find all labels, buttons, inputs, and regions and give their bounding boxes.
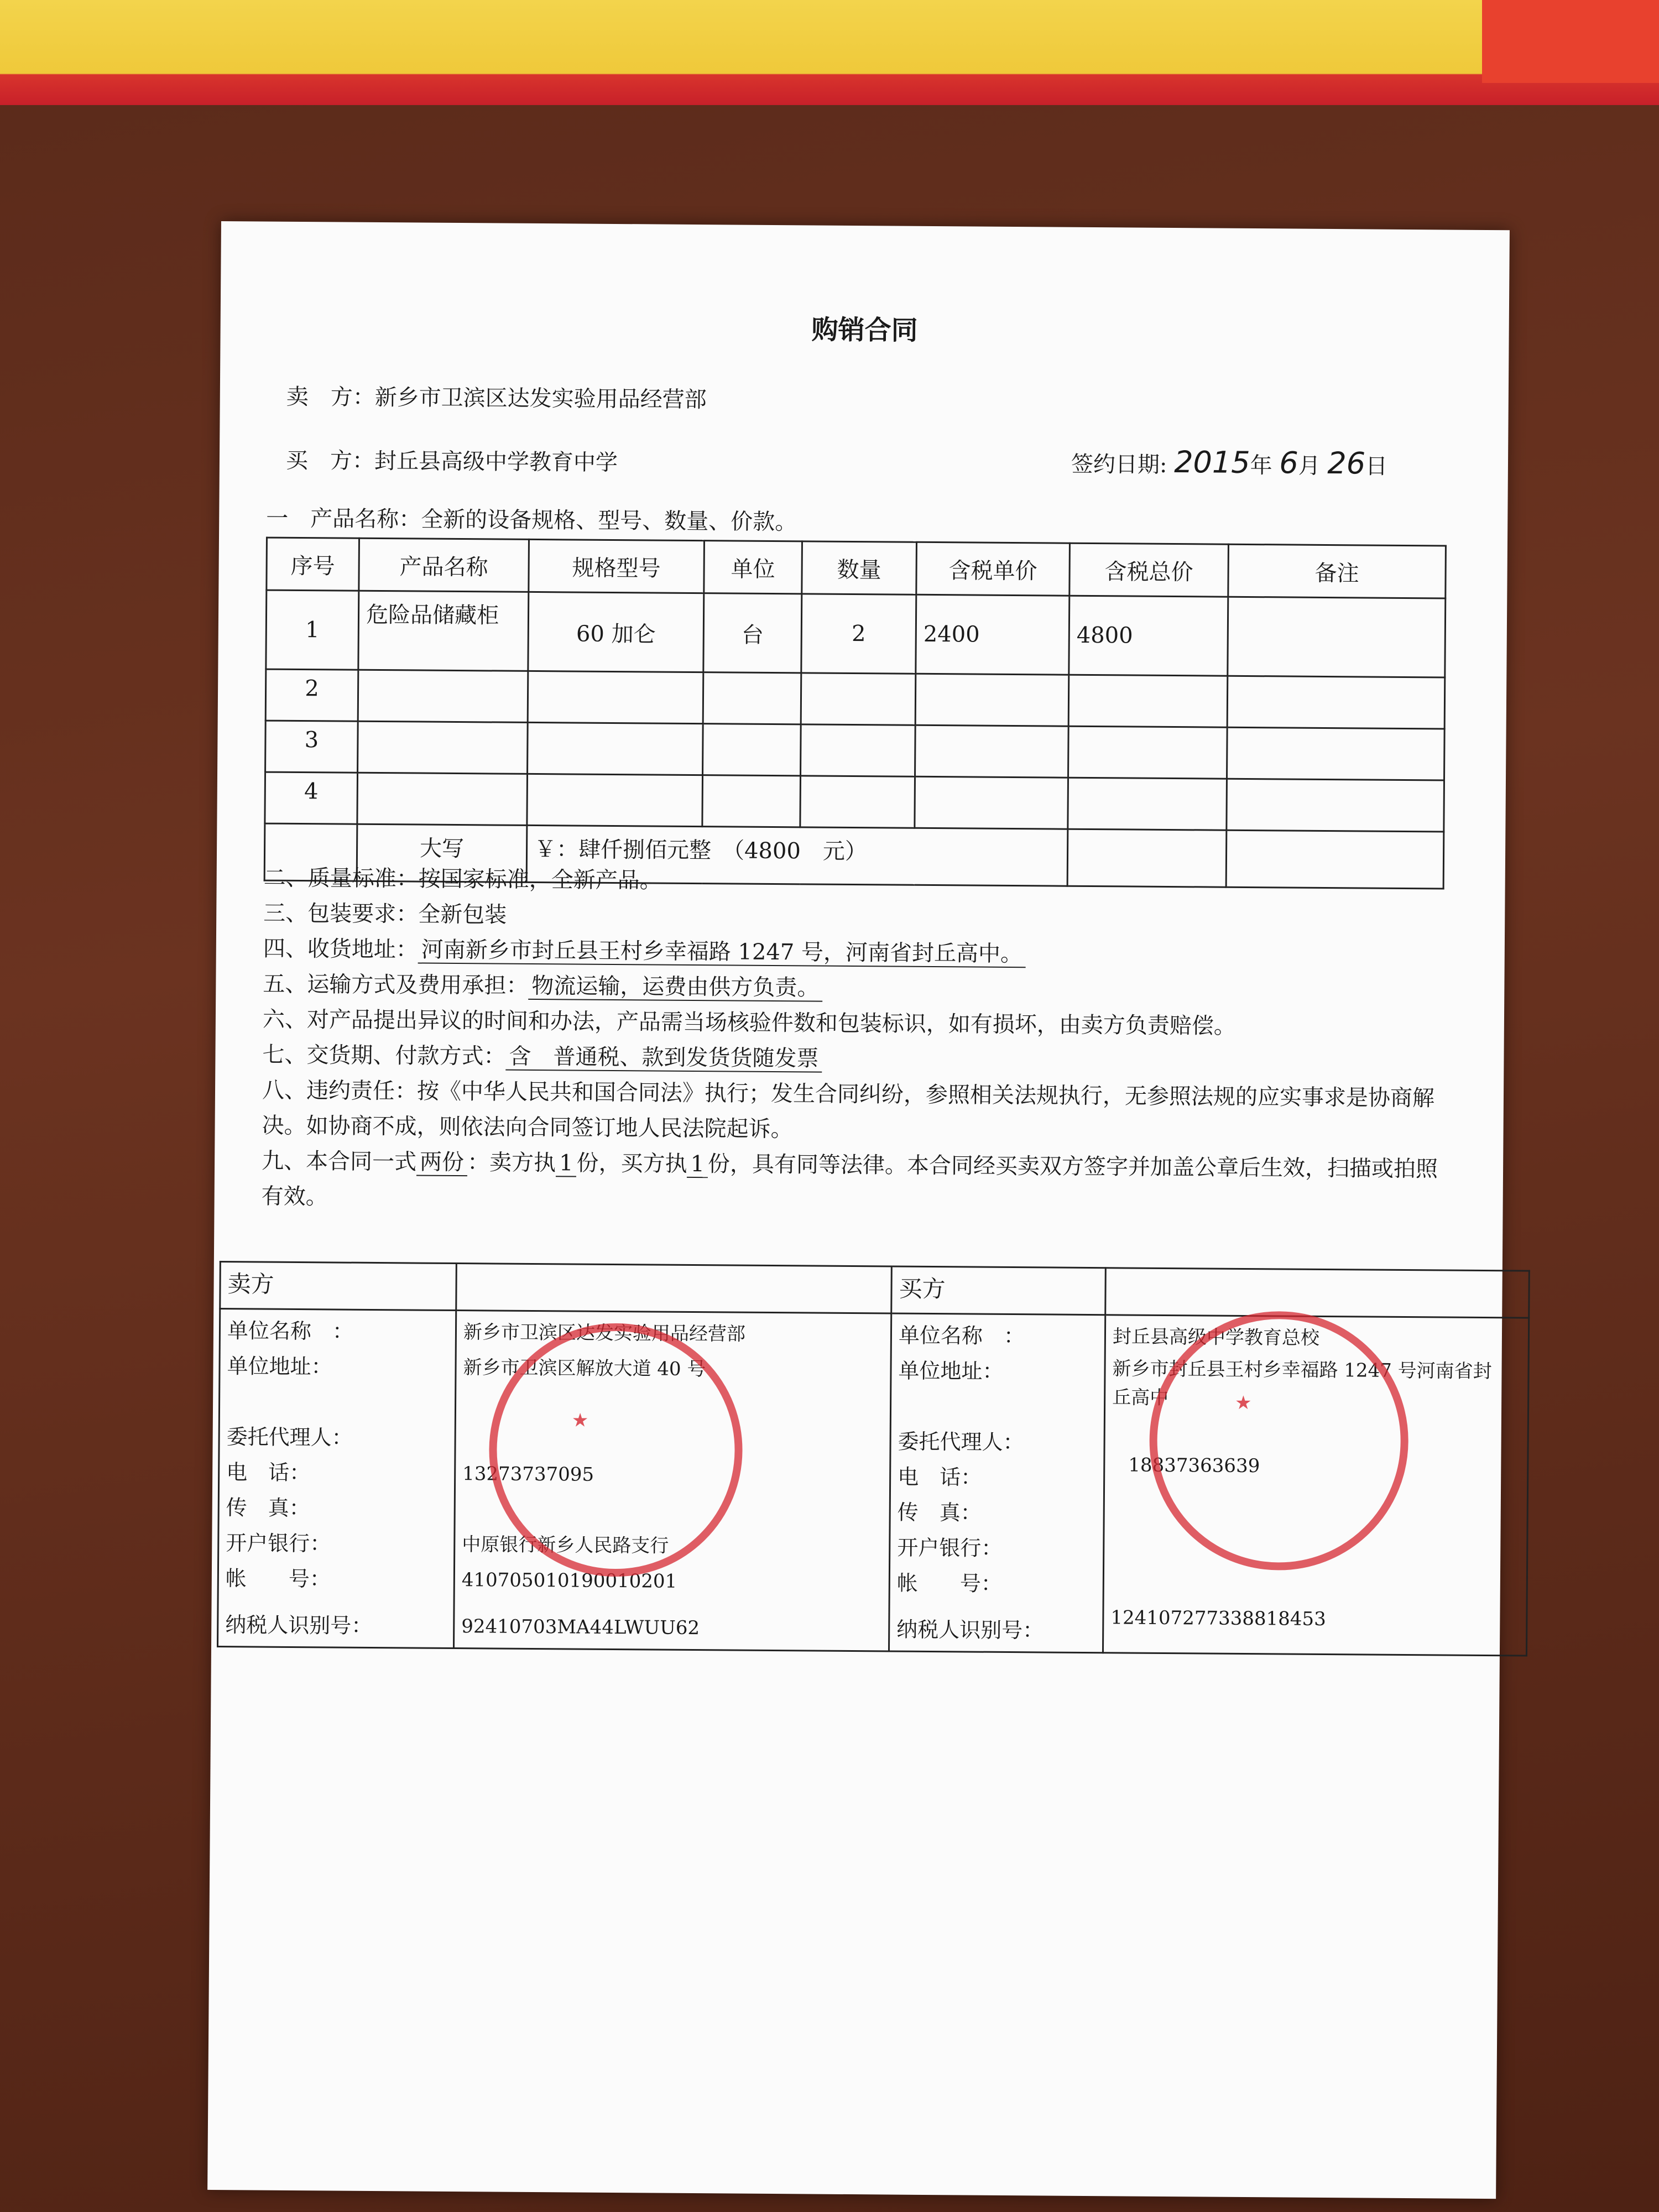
clause-9-seller-copies: 1 [556,1150,577,1177]
col-header: 单位 [704,541,802,594]
clause-4-label: 四、收货地址： [263,936,418,963]
seller-line [286,379,707,414]
section1-title: 一 产品名称：全新的设备规格、型号、数量、价款。 [266,505,797,535]
cell [357,773,528,825]
col-header: 含税总价 [1070,543,1229,597]
cell [800,776,915,828]
cell [1227,676,1445,729]
col-header: 规格型号 [529,539,705,593]
document-title: 购销合同 [811,314,918,346]
label-bank: 开户银行： [897,1535,1003,1561]
label-account: 帐 号： [225,1566,331,1592]
clause-9-text: ：卖方执 [467,1150,556,1176]
day-suffix: 日 [1365,453,1388,479]
col-header: 含税单价 [916,542,1070,596]
seller-unit-name: 新乡市卫滨区达发实验用品经营部 [463,1321,746,1345]
col-header: 序号 [267,538,359,591]
cell [915,776,1068,829]
cell [527,774,703,826]
buyer-unit-addr: 新乡市封丘县王村乡幸福路 1247 号河南省封丘高中 [1112,1358,1492,1410]
clause-6: 六、对产品提出异议的时间和办法，产品需当场核验件数和包装标识，如有损坏，由卖方负责赔偿。 [262,1006,1237,1039]
label-account: 帐 号： [896,1571,1003,1596]
buyer-seal [1149,1311,1409,1571]
clause-4-value: 河南新乡市封丘县王村乡幸福路 1247 号，河南省封丘高中。 [418,937,1026,968]
sign-date [1071,444,1388,481]
cell [358,670,528,722]
cell [702,775,801,827]
col-header: 数量 [802,541,917,594]
buyer-line [286,443,618,477]
label-tax-id: 纳税人识别号： [896,1617,1044,1643]
label-unit-name: 单位名称 ： [898,1323,1025,1349]
cell [528,671,703,723]
cell [528,722,703,775]
seller-account: 410705010190010201 [461,1569,677,1593]
clause-5-value: 物流运输，运费由供方负责。 [528,973,822,1002]
sign-date-label: 签约日期: [1071,451,1167,478]
clause-7-label: 七、交货期、付款方式： [262,1042,506,1070]
table-row [265,669,1445,729]
cell [801,724,916,776]
cell: 4 [265,772,358,824]
buyer-header: 买方 [891,1266,1106,1315]
seller-bank: 中原银行新乡人民路支行 [462,1533,669,1557]
cell [358,721,528,774]
contract-paper [207,221,1510,2199]
sign-date-day: 26 [1327,445,1366,481]
clause-9-text: 份，买方执 [576,1150,687,1177]
buyer-unit-name: 封丘县高级中学教育总校 [1112,1326,1320,1349]
buyer-line-label: 买 方： [285,447,375,474]
sign-date-month: 6 [1279,445,1298,481]
party-info-table [217,1261,1530,1657]
cell [1068,726,1228,779]
buyer-values [1103,1315,1528,1656]
label-unit-addr: 单位地址： [898,1358,1004,1384]
cell [915,674,1069,726]
cell [801,673,916,725]
sign-date-year: 2015 [1173,445,1250,480]
seller-line-label: 卖 方： [286,384,375,410]
clause-7-value: 含 普通税、款到发货货随发票 [505,1044,822,1073]
cell [703,672,801,724]
party-header-row [220,1262,1530,1318]
clause-8: 八、违约责任：按《中华人民共和国合同法》执行；发生合同纠纷，参照相关法规执行，无参照法规的应实事求是协商解决。如协商不成，则依法向合同签订地人民法院起诉。 [262,1077,1435,1142]
buyer-line-value: 封丘县高级中学教育中学 [374,448,618,476]
clause-9-buyer-copies: 1 [687,1151,708,1178]
label-bank: 开户银行： [226,1531,331,1556]
label-unit-name: 单位名称 ： [227,1318,354,1344]
product-table [264,537,1447,890]
clause-9-text: 份，具有同等法律。本合同经买卖双方签字并加盖公章后生效，扫描或拍照有效。 [261,1151,1438,1210]
buyer-phone: 18837363639 [1128,1454,1260,1478]
seller-tax-id: 92410703MA44LWUU62 [461,1615,700,1640]
clause-9 [261,1144,1451,1223]
seller-header: 卖方 [220,1262,457,1311]
label-agent: 委托代理人： [898,1429,1024,1455]
cell [1227,779,1444,832]
cell [1068,778,1227,830]
cell: 2 [801,594,916,674]
seller-seal [488,1322,743,1577]
total-label: 大写 [357,824,527,882]
cell: 60 加仑 [528,592,704,672]
cell [703,724,801,776]
label-fax: 传 真： [226,1495,310,1521]
seller-phone: 13273737095 [462,1463,594,1486]
table-row [266,590,1446,677]
clause-9-text: 九、本合同一式 [261,1148,417,1175]
month-suffix: 月 [1298,453,1321,479]
cell: 2 [265,669,358,721]
cell: 台 [703,593,802,673]
product-table-header [267,538,1446,598]
label-tax-id: 纳税人识别号： [225,1613,373,1638]
seal-star-icon: ★ [1234,1391,1252,1415]
buyer-tax-id: 124107277338818453 [1110,1606,1326,1631]
cell: 1 [266,590,359,670]
cell: 4800 [1069,596,1228,676]
clause-5-label: 五、运输方式及费用承担： [263,971,529,999]
year-suffix: 年 [1250,453,1272,479]
clause-9-copies: 两份 [416,1150,467,1177]
cell [915,725,1069,778]
cell [456,1264,892,1313]
label-agent: 委托代理人： [226,1425,353,1450]
background-cloth [0,0,1659,105]
seller-labels [218,1309,456,1648]
cell: 危险品储藏柜 [358,591,529,671]
col-header: 备注 [1228,544,1446,598]
clause-2: 二、质量标准：按国家标准，全新产品。 [263,865,662,894]
buyer-labels [889,1313,1105,1653]
cell: 3 [265,721,358,773]
label-phone: 电 话： [898,1464,982,1490]
seller-values [453,1311,891,1651]
total-value: ￥：肆仟捌佰元整 （4800 元） [526,825,1068,886]
clause-3: 三、包装要求：全新包装 [263,900,507,928]
cell [1105,1268,1530,1318]
seal-star-icon: ★ [571,1409,589,1432]
cell [1227,727,1445,780]
party-body-row [218,1309,1529,1656]
seller-unit-addr: 新乡市卫滨区解放大道 40 号 [463,1357,706,1381]
cell [1228,597,1446,677]
label-unit-addr: 单位地址： [227,1354,332,1379]
cell [1068,675,1228,727]
label-fax: 传 真： [897,1500,982,1525]
contract-clauses [261,860,1452,1223]
seller-line-value: 新乡市卫滨区达发实验用品经营部 [374,384,707,413]
col-header: 产品名称 [359,538,529,592]
table-row [265,772,1444,832]
cell: 2400 [916,594,1070,675]
label-phone: 电 话： [226,1460,311,1485]
table-row [265,721,1445,780]
